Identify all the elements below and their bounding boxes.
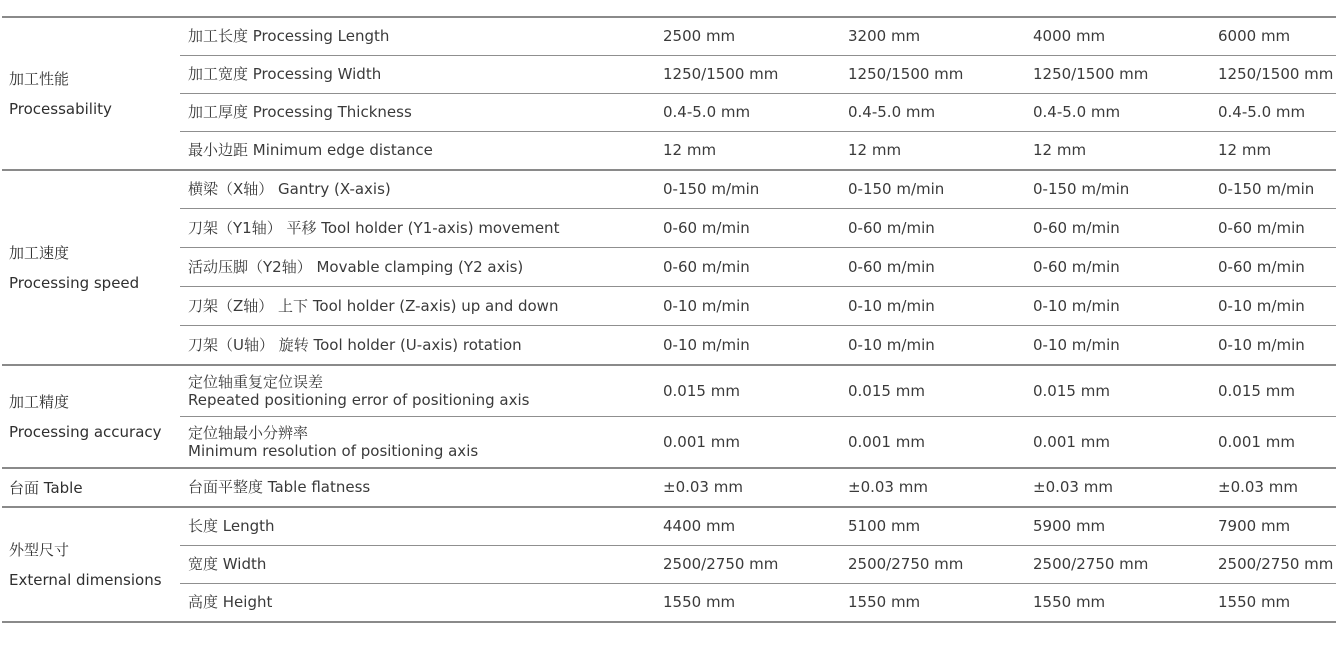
spec-item: 长度 Length [180, 507, 654, 546]
spec-value: 1550 mm [1024, 584, 1209, 623]
spec-value: ±0.03 mm [839, 468, 1024, 507]
spec-value: 1250/1500 mm [839, 56, 1024, 94]
spec-item: 加工厚度 Processing Thickness [180, 94, 654, 132]
spec-value: 4400 mm [654, 507, 839, 546]
spec-value: 0-150 m/min [1024, 170, 1209, 209]
spec-value: 1550 mm [654, 584, 839, 623]
spec-table [2, 16, 1336, 623]
spec-value: 0-60 m/min [1209, 209, 1336, 248]
spec-item: 加工长度 Processing Length [180, 17, 654, 56]
spec-value: 0.4-5.0 mm [1024, 94, 1209, 132]
spec-item: 定位轴最小分辨率 Minimum resolution of positioning axis [180, 417, 654, 469]
spec-value: 0-10 m/min [839, 287, 1024, 326]
spec-value: 0.015 mm [1209, 365, 1336, 417]
spec-value: 0-10 m/min [654, 326, 839, 366]
spec-value: 0-10 m/min [1209, 326, 1336, 366]
spec-value: 3200 mm [839, 17, 1024, 56]
spec-value: 0-150 m/min [1209, 170, 1336, 209]
spec-value: 0.001 mm [1024, 417, 1209, 469]
spec-value: 0-10 m/min [654, 287, 839, 326]
table-row [2, 248, 1336, 287]
spec-value: 7900 mm [1209, 507, 1336, 546]
table-row [2, 287, 1336, 326]
spec-value: 0-60 m/min [1024, 248, 1209, 287]
spec-value: 1550 mm [839, 584, 1024, 623]
spec-value: 4000 mm [1024, 17, 1209, 56]
spec-value: 12 mm [1024, 132, 1209, 171]
group-label-processing-accuracy: 加工精度 Processing accuracy [2, 365, 180, 468]
table-row [2, 417, 1336, 469]
spec-value: 1250/1500 mm [654, 56, 839, 94]
spec-item: 刀架（U轴） 旋转 Tool holder (U-axis) rotation [180, 326, 654, 366]
table-row [2, 365, 1336, 417]
spec-item: 高度 Height [180, 584, 654, 623]
spec-value: ±0.03 mm [1024, 468, 1209, 507]
spec-value: 0-150 m/min [839, 170, 1024, 209]
spec-value: 0.4-5.0 mm [839, 94, 1024, 132]
table-row [2, 326, 1336, 366]
group-label-processing-speed: 加工速度 Processing speed [2, 170, 180, 365]
spec-value: 2500/2750 mm [654, 546, 839, 584]
spec-value: 0-60 m/min [1024, 209, 1209, 248]
spec-item: 刀架（Z轴） 上下 Tool holder (Z-axis) up and down [180, 287, 654, 326]
spec-value: 0-60 m/min [1209, 248, 1336, 287]
spec-value: ±0.03 mm [1209, 468, 1336, 507]
spec-value: ±0.03 mm [654, 468, 839, 507]
group-label-table: 台面 Table [2, 468, 180, 507]
spec-value: 0.4-5.0 mm [654, 94, 839, 132]
spec-value: 1250/1500 mm [1209, 56, 1336, 94]
spec-item: 加工宽度 Processing Width [180, 56, 654, 94]
spec-value: 0.015 mm [839, 365, 1024, 417]
spec-item: 定位轴重复定位误差 Repeated positioning error of positioning axis [180, 365, 654, 417]
spec-value: 0.001 mm [1209, 417, 1336, 469]
spec-value: 0-10 m/min [1209, 287, 1336, 326]
table-row [2, 507, 1336, 546]
spec-value: 0.015 mm [654, 365, 839, 417]
group-label-processability: 加工性能 Processability [2, 17, 180, 170]
group-label-external-dimensions: 外型尺寸 External dimensions [2, 507, 180, 622]
spec-value: 0-10 m/min [839, 326, 1024, 366]
spec-value: 0-60 m/min [839, 209, 1024, 248]
spec-value: 12 mm [1209, 132, 1336, 171]
table-row [2, 584, 1336, 623]
spec-value: 0-150 m/min [654, 170, 839, 209]
spec-value: 5100 mm [839, 507, 1024, 546]
spec-value: 0.015 mm [1024, 365, 1209, 417]
spec-value: 0-60 m/min [654, 248, 839, 287]
table-row [2, 468, 1336, 507]
spec-value: 0-60 m/min [654, 209, 839, 248]
spec-value: 5900 mm [1024, 507, 1209, 546]
spec-item: 最小边距 Minimum edge distance [180, 132, 654, 171]
spec-value: 12 mm [839, 132, 1024, 171]
spec-value: 2500/2750 mm [1024, 546, 1209, 584]
spec-value: 12 mm [654, 132, 839, 171]
table-row [2, 17, 1336, 56]
spec-item: 台面平整度 Table flatness [180, 468, 654, 507]
table-row [2, 94, 1336, 132]
spec-value: 0-60 m/min [839, 248, 1024, 287]
spec-item: 横梁（X轴） Gantry (X-axis) [180, 170, 654, 209]
table-row [2, 132, 1336, 171]
spec-value: 2500/2750 mm [1209, 546, 1336, 584]
spec-value: 6000 mm [1209, 17, 1336, 56]
table-row [2, 546, 1336, 584]
spec-item: 刀架（Y1轴） 平移 Tool holder (Y1-axis) movement [180, 209, 654, 248]
table-row [2, 209, 1336, 248]
spec-value: 0.4-5.0 mm [1209, 94, 1336, 132]
spec-value: 0.001 mm [654, 417, 839, 469]
table-row [2, 170, 1336, 209]
spec-value: 2500/2750 mm [839, 546, 1024, 584]
spec-value: 1250/1500 mm [1024, 56, 1209, 94]
spec-value: 0-10 m/min [1024, 287, 1209, 326]
spec-value: 0-10 m/min [1024, 326, 1209, 366]
table-row [2, 56, 1336, 94]
spec-value: 1550 mm [1209, 584, 1336, 623]
spec-value: 2500 mm [654, 17, 839, 56]
spec-value: 0.001 mm [839, 417, 1024, 469]
spec-item: 宽度 Width [180, 546, 654, 584]
spec-item: 活动压脚（Y2轴） Movable clamping (Y2 axis) [180, 248, 654, 287]
